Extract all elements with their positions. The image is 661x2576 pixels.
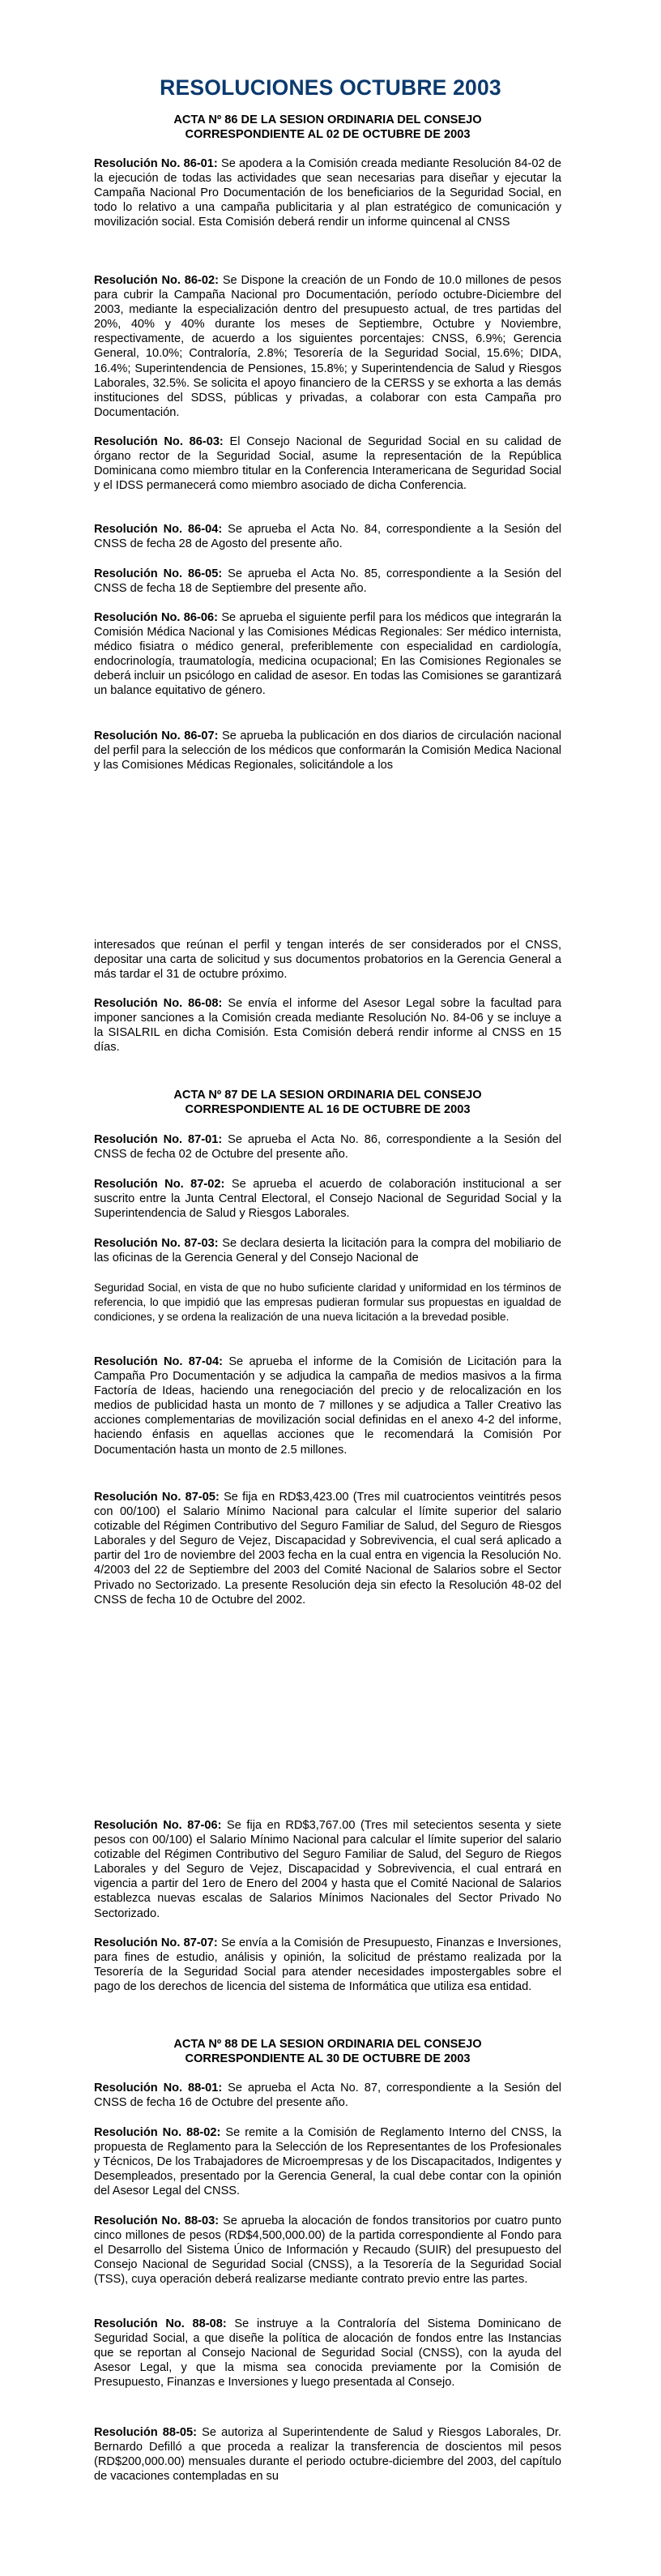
resolution-text: Se aprueba el Acta No. 84, correspondiente a la Sesión del CNSS de fecha 28 de Agosto del presente año.: [94, 523, 561, 551]
resolution-label: Resolución No. 88-01:: [94, 2082, 223, 2095]
resolution-text: Seguridad Social, en vista de que no hubo suficiente claridad y uniformidad en los términos de referencia, lo que impidió que las empresas pudieran formular sus propuestas en igualdad de condiciones, y se ordena la realización de una nueva licitación a la brevedad posible.: [94, 1282, 561, 1324]
resolution-label: Resolución No. 87-03:: [94, 1237, 219, 1250]
resolution-87-07: [94, 1936, 561, 1994]
resolution-text: Se aprueba el Acta No. 85, correspondiente a la Sesión del CNSS de fecha 18 de Septiembre del presente año.: [94, 567, 561, 596]
resolution-86-07-part2: [94, 938, 561, 982]
resolution-label: Resolución No. 86-01:: [94, 157, 218, 170]
resolution-text: Se aprueba el Acta No. 86, correspondiente a la Sesión del CNSS de fecha 02 de Octubre del presente año.: [94, 1133, 561, 1162]
resolution-label: Resolución No. 86-02:: [94, 274, 219, 287]
resolution-label: Resolución No. 87-02:: [94, 1178, 225, 1191]
resolution-text: Se remite a la Comisión de Reglamento Interno del CNSS, la propuesta de Reglamento para la Selección de los Representantes de los Profesionales y Técnicos, De los Trabajadores de Microempresas y de los Discapacitados, Indigentes y Desempleados, presentado por la Gerencia General, la cual debe contar con la opinión del Asesor Legal del CNSS.: [94, 2126, 561, 2198]
resolution-text: Se aprueba la publicación en dos diarios de circulación nacional del perfil para la selección de los médicos que conformarán la Comisión Medica Nacional y las Comisiones Médicas Regionales, solicitándole a los: [94, 730, 561, 772]
resolution-text: Se aprueba el acuerdo de colaboración institucional a ser suscrito entre la Junta Central Electoral, el Consejo Nacional de Seguridad Social y la Superintendencia de Salud y Riesgos Laborales.: [94, 1178, 561, 1221]
resolution-87-03-part1: [94, 1236, 561, 1265]
resolution-label: Resolución No. 88-03:: [94, 2214, 220, 2227]
resolution-label: Resolución No. 87-05:: [94, 1491, 220, 1504]
resolution-text: interesados que reúnan el perfil y tengan interés de ser considerados por el CNSS, depositar una carta de solicitud y sus documentos probatorios en la Gerencia General a más tardar el 31 de octubre próximo.: [94, 939, 561, 982]
resolution-text: Se aprueba el informe de la Comisión de Licitación para la Campaña Pro Documentación y se adjudica la campaña de medios masivos a la firma Factoría de Ideas, haciendo una renegociación del precio y de relocalización en los medios de publicidad hasta un monto de 7 millones y se adjudica a Taller Creativo las acciones complementarias de movilización social definidas en el anexo 4-2 del informe, haciendo énfasis en aquellas acciones que le recomendará la Comisión Por Documentación hasta un monto de 2.5 millones.: [94, 1355, 561, 1457]
resolution-86-01: [94, 156, 561, 229]
resolution-text: Se aprueba el Acta No. 87, correspondiente a la Sesión del CNSS de fecha 16 de Octubre del presente año.: [94, 2082, 561, 2110]
resolution-label: Resolución No. 87-04:: [94, 1355, 223, 1368]
resolution-label: Resolución No. 86-06:: [94, 611, 218, 624]
acta-heading-line1: ACTA Nº 86 DE LA SESION ORDINARIA DEL CONSEJO: [173, 113, 482, 126]
resolution-text: Se autoriza al Superintendente de Salud y Riesgos Laborales, Dr. Bernardo Defilló a que proceda a realizar la transferencia de doscientos mil pesos (RD$200,000.00) mensuales durante el periodo octubre-diciembre del 2003, del capítulo de vacaciones contempladas en su: [94, 2426, 561, 2484]
resolution-86-02: [94, 273, 561, 420]
resolution-text: Se declara desierta la licitación para la compra del mobiliario de las oficinas de la Gerencia General y del Consejo Nacional de: [94, 1237, 561, 1265]
resolution-87-03-part2: [94, 1281, 561, 1324]
acta-87-heading: [94, 1088, 561, 1117]
resolution-text: Se fija en RD$3,423.00 (Tres mil cuatrocientos veintitrés pesos con 00/100) el Salario Mínimo Nacional para calcular el límite superior del salario cotizable del Régimen Contributivo del Seguro Familiar de Salud, del Seguro de Riesgos Laborales y del Seguro de Vejez, Discapacidad y Sobrevivencia, el cual será aplicado a partir del 1ro de noviembre del 2003 fecha en la cual entra en vigencia la Resolución No. 4/2003 del 22 de Septiembre del 2003 del Comité Nacional de Salarios sobre el Sector Privado no Sectorizado. La presente Resolución deja sin efecto la Resolución 48-02 del CNSS de fecha 10 de Octubre del 2002.: [94, 1491, 561, 1607]
resolution-label: Resolución 88-05:: [94, 2426, 197, 2439]
acta-heading-line1: ACTA Nº 87 DE LA SESION ORDINARIA DEL CONSEJO: [173, 1089, 482, 1102]
resolution-label: Resolución No. 86-08:: [94, 997, 223, 1010]
resolution-label: Resolución No. 88-02:: [94, 2126, 221, 2139]
resolution-86-07-part1: [94, 729, 561, 772]
resolution-label: Resolución No. 86-07:: [94, 730, 219, 742]
resolution-87-01: [94, 1132, 561, 1162]
document-title: RESOLUCIONES OCTUBRE 2003: [160, 75, 501, 100]
resolution-86-03: [94, 434, 561, 493]
resolution-88-02: [94, 2125, 561, 2198]
resolution-label: Resolución No. 87-06:: [94, 1819, 222, 1832]
resolution-text: Se instruye a la Contraloría del Sistema Dominicano de Seguridad Social, a que diseñe la política de alocación de fondos entre las Instancias que se reportan al Consejo Nacional de Seguridad Social (CNSS), con la ayuda del Asesor Legal, y que la misma sea conocida previamente por la Comisión de Presupuesto, Finanzas e Inversiones y luego presentada al Consejo.: [94, 2317, 562, 2390]
resolution-label: Resolución No. 88-08:: [94, 2317, 227, 2330]
acta-heading-line2: CORRESPONDIENTE AL 30 DE OCTUBRE DE 2003: [185, 2052, 471, 2065]
acta-88-heading: [94, 2037, 561, 2066]
resolution-text: El Consejo Nacional de Seguridad Social en su calidad de órgano rector de la Seguridad Social, asume la representación de la República Dominicana como miembro titular en la Conferencia Interamericana de Seguridad Social y el IDSS permanecerá como miembro asociado de dicha Conferencia.: [94, 435, 561, 493]
resolution-text: Se aprueba la alocación de fondos transitorios por cuatro punto cinco millones de pesos (RD$4,500,000.00) de la partida correspondiente al Fondo para el Desarrollo del Sistema Único de Información y Recaudo (SUIR) del presupuesto del Consejo Nacional de Seguridad Social (CNSS), a la Tesorería de la Seguridad Social (TSS), cuya operación deberá realizarse mediante contrato previo entre las partes.: [94, 2214, 561, 2287]
resolution-text: Se envía a la Comisión de Presupuesto, Finanzas e Inversiones, para fines de estudio, análisis y opinión, la solicitud de préstamo realizada por la Tesorería de la Seguridad Social para atender necesidades impostergables sobre el pago de los derechos de licencia del sistema de Informática que utiliza esa entidad.: [94, 1936, 561, 1994]
resolution-label: Resolución No. 87-01:: [94, 1133, 223, 1146]
resolution-text: Se apodera a la Comisión creada mediante Resolución 84-02 de la ejecución de todas las actividades que sean necesarias para diseñar y ejecutar la Campaña Nacional Pro Documentación de los beneficiarios de la Seguridad Social, en todo lo relativo a una campaña publicitaria y al plan estratégico de comunicación y movilización social. Esta Comisión deberá rendir un informe quincenal al CNSS: [94, 157, 562, 229]
acta-86-heading: [94, 113, 561, 142]
resolution-87-04: [94, 1354, 561, 1457]
resolution-label: Resolución No. 87-07:: [94, 1936, 218, 1949]
resolution-88-03: [94, 2214, 561, 2287]
resolution-label: Resolución No. 86-05:: [94, 567, 223, 580]
resolution-label: Resolución No. 86-03:: [94, 435, 224, 448]
resolution-87-06: [94, 1818, 561, 1921]
acta-heading-line2: CORRESPONDIENTE AL 02 DE OCTUBRE DE 2003: [185, 128, 471, 141]
resolution-text: Se fija en RD$3,767.00 (Tres mil setecientos sesenta y siete pesos con 00/100) el Salario Mínimo Nacional para calcular el límite superior del salario cotizable del Régimen Contributivo del Seguro Familiar de Salud, del Seguro de Riegos Laborales y del Seguro de Vejez, Discapacidad y Sobrevivencia, el cual entrará en vigencia a partir del 1ero de Enero del 2004 y hasta que el Comité Nacional de Salarios establezca nuevas escalas de Salarios Mínimos Nacionales del Sector Privado No Sectorizado.: [94, 1819, 561, 1920]
resolution-88-01: [94, 2081, 561, 2110]
resolution-86-08: [94, 996, 561, 1055]
resolution-88-05: [94, 2425, 561, 2484]
resolution-text: Se envía el informe del Asesor Legal sobre la facultad para imponer sanciones a la Comisión creada mediante Resolución No. 84-06 y se incluye a la SISALRIL en dicha Comisión. Esta Comisión deberá rendir informe al CNSS en 15 días.: [94, 997, 561, 1055]
resolution-87-02: [94, 1177, 561, 1221]
acta-heading-line1: ACTA Nº 88 DE LA SESION ORDINARIA DEL CONSEJO: [173, 2038, 482, 2051]
resolution-86-06: [94, 610, 561, 699]
resolution-87-05: [94, 1490, 561, 1607]
resolution-text: Se aprueba el siguiente perfil para los médicos que integrarán la Comisión Médica Nacional y las Comisiones Médicas Regionales: Ser médico internista, médico fisiatra o médico general, preferiblemente con especialidad en cardiología, endocrinología, traumatología, medicina ocupacional; En las Comisiones Regionales se deberá incluir un psicólogo en calidad de asesor. En todas las Comisiones se garantizará un balance equitativo de género.: [94, 611, 561, 698]
resolution-text: Se Dispone la creación de un Fondo de 10.0 millones de pesos para cubrir la Campaña Nacional pro Documentación, período octubre-Diciembre del 2003, mediante la especialización dentro del presupuesto actual, de tres partidas del 20%, 40% y 40% durante los meses de Septiembre, Octubre y Noviembre, respectivamente, de acuerdo a los siguientes porcentajes: CNSS, 6.9%; Gerencia General, 10.0%; Contraloría, 2.8%; Tesorería de la Seguridad Social, 15.6%; DIDA, 16.4%; Superintendencia de Pensiones, 15.8%; y Superintendencia de Salud y Riesgos Laborales, 32.5%. Se solicita el apoyo financiero de la CERSS y se exhorta a las demás instituciones del SDSS, públicas y privadas, a colaborar con esta Campaña pro Documentación.: [94, 274, 561, 419]
resolution-86-05: [94, 567, 561, 596]
resolution-label: Resolución No. 86-04:: [94, 523, 223, 536]
resolution-86-04: [94, 522, 561, 551]
resolution-88-08: [94, 2317, 561, 2390]
acta-heading-line2: CORRESPONDIENTE AL 16 DE OCTUBRE DE 2003: [185, 1103, 471, 1116]
